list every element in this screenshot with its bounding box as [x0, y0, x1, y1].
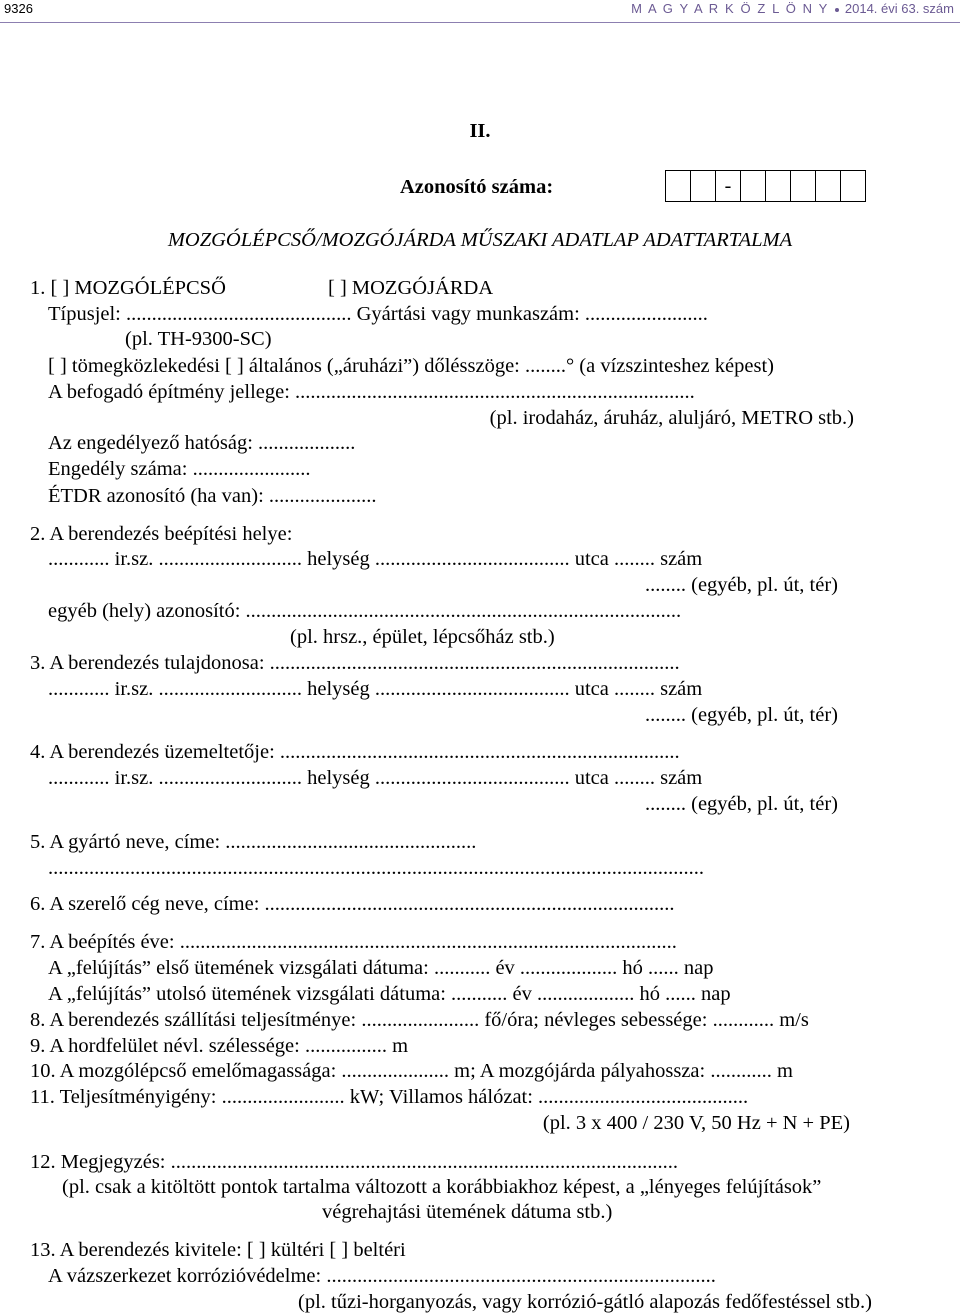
section6-heading: 6. A szerelő cég neve, címe: ................................................................................: [30, 893, 675, 915]
section4-other: ........ (egyéb, pl. út, tér): [645, 793, 838, 815]
id-box[interactable]: [840, 170, 866, 202]
section5-continuation: ................................................................................................................................: [48, 857, 704, 879]
section11-example: (pl. 3 x 400 / 230 V, 50 Hz + N + PE): [542, 1112, 850, 1134]
id-box[interactable]: [740, 170, 766, 202]
header-divider: [0, 22, 960, 23]
building-type-line: A befogadó építmény jellege: ..............................................................................: [48, 381, 695, 403]
id-box[interactable]: [815, 170, 841, 202]
id-box[interactable]: [690, 170, 716, 202]
section2-id: egyéb (hely) azonosító: .....................................................................................: [48, 600, 682, 622]
id-box[interactable]: [765, 170, 791, 202]
issue-label: 2014. évi 63. szám: [844, 1, 954, 16]
id-box[interactable]: -: [715, 170, 741, 202]
section5-heading: 5. A gyártó neve, címe: .................................................: [30, 831, 477, 853]
id-boxes: [666, 170, 866, 202]
section3-other: ........ (egyéb, pl. út, tér): [645, 704, 838, 726]
section2-id-example: (pl. hrsz., épület, lépcsőház stb.): [290, 626, 555, 648]
section9-line: 9. A hordfelület névl. szélessége: ................ m: [30, 1035, 409, 1057]
section12-example-2: végrehajtási ütemének dátuma stb.): [322, 1201, 613, 1223]
section2-address: ............ ir.sz. ............................ helység ...................................... utca ........ szám: [48, 548, 703, 570]
publication-header: [631, 0, 954, 18]
page-number: 9326: [4, 1, 33, 16]
incline-line: [ ] tömegközlekedési [ ] általános („áruházi”) dőlésszöge: ........° (a vízszinteshez képest): [48, 355, 774, 377]
section4-address: ............ ir.sz. ............................ helység ...................................... utca ........ szám: [48, 767, 703, 789]
building-example: (pl. irodaház, áruház, aluljáró, METRO stb.): [489, 407, 854, 429]
section11-line: 11. Teljesítményigény: ........................ kW; Villamos hálózat: .........................................: [30, 1086, 749, 1108]
type-line: Típusjel: ............................................ Gyártási vagy munkaszám: ........................: [48, 303, 708, 325]
section7-first-stage: A „felújítás” első ütemének vizsgálati dátuma: ........... év ................... hó ...... nap: [48, 957, 714, 979]
etdr-line: ÉTDR azonosító (ha van): .....................: [48, 485, 377, 507]
section3-heading: 3. A berendezés tulajdonosa: ................................................................................: [30, 652, 680, 674]
page-header: [0, 0, 960, 18]
section13-line: 13. A berendezés kivitele: [ ] kültéri [ ] beltéri: [30, 1239, 406, 1261]
publication-name: M A G Y A R K Ö Z L Ö N Y: [631, 1, 829, 16]
section13-corrosion: A vázszerkezet korrózióvédelme: ............................................................................: [48, 1265, 716, 1287]
section13-example: (pl. tűzi-horganyozás, vagy korrózió-gátló alapozás fedőfestéssel stb.): [298, 1291, 872, 1313]
section-heading: II.: [469, 120, 491, 142]
id-label: Azonosító száma:: [400, 176, 554, 198]
id-box[interactable]: [790, 170, 816, 202]
authority-line: Az engedélyező hatóság: ...................: [48, 432, 356, 454]
section12-line: 12. Megjegyzés: ...................................................................................................: [30, 1151, 678, 1173]
section10-line: 10. A mozgólépcső emelőmagassága: ..................... m; A mozgójárda pályahossza: ............ m: [30, 1060, 793, 1082]
permit-line: Engedély száma: .......................: [48, 458, 311, 480]
item1-walkway: [ ] MOZGÓJÁRDA: [328, 277, 494, 299]
id-box[interactable]: [665, 170, 691, 202]
item1-escalator: 1. [ ] MOZGÓLÉPCSŐ: [30, 277, 226, 299]
section7-heading: 7. A beépítés éve: .................................................................................................: [30, 931, 677, 953]
section12-example-1: (pl. csak a kitöltött pontok tartalma változott a korábbiakhoz képest, a „lényeges felújítások”: [62, 1176, 822, 1198]
section7-last-stage: A „felújítás” utolsó ütemének vizsgálati dátuma: ........... év ................... hó ...... nap: [48, 983, 731, 1005]
type-example: (pl. TH-9300-SC): [125, 328, 272, 350]
section4-heading: 4. A berendezés üzemeltetője: ..............................................................................: [30, 741, 680, 763]
document-title: MOZGÓLÉPCSŐ/MOZGÓJÁRDA MŰSZAKI ADATLAP ADATTARTALMA: [167, 229, 793, 251]
section2-other: ........ (egyéb, pl. út, tér): [645, 574, 838, 596]
section2-heading: 2. A berendezés beépítési helye:: [30, 523, 293, 545]
section8-line: 8. A berendezés szállítási teljesítménye: ....................... fő/óra; névleges sebessége: ............ m/s: [30, 1009, 809, 1031]
bullet-separator-icon: [835, 8, 839, 12]
section3-address: ............ ir.sz. ............................ helység ...................................... utca ........ szám: [48, 678, 703, 700]
